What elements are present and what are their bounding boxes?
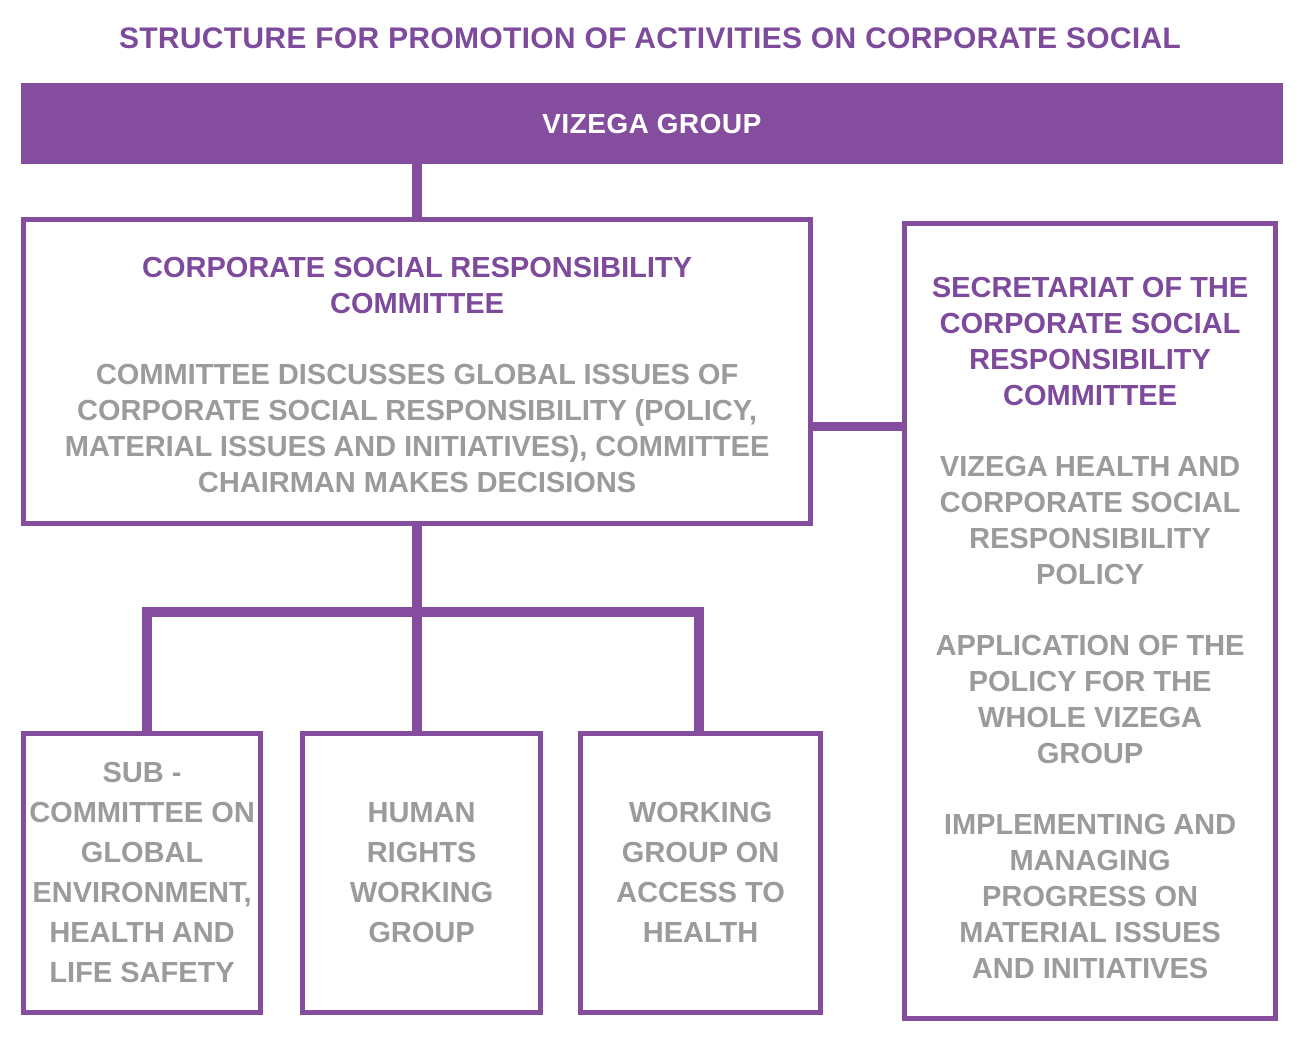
secretariat-item-application: APPLICATION OF THE POLICY FOR THE WHOLE VIZEGA GROUP <box>935 630 1245 770</box>
connector-horizontal-bar <box>142 607 704 617</box>
connector-committee-to-secretariat <box>810 422 906 431</box>
human-rights-node <box>300 731 543 1015</box>
secretariat-item-implementing: IMPLEMENTING AND MANAGING PROGRESS ON MATERIAL ISSUES AND INITIATIVES <box>943 809 1237 985</box>
vizega-group-label: VIZEGA GROUP <box>542 107 762 139</box>
connector-committee-down <box>412 524 422 612</box>
secretariat-node <box>902 221 1278 1021</box>
connector-to-human-rights <box>412 607 422 735</box>
connector-to-sub-committee <box>142 607 152 735</box>
csr-committee-node <box>21 217 813 526</box>
vizega-group-node <box>21 83 1283 164</box>
human-rights-label: HUMAN RIGHTS WORKING GROUP <box>349 797 494 949</box>
connector-to-access-health <box>694 607 704 735</box>
diagram-title: STRUCTURE FOR PROMOTION OF ACTIVITIES ON CORPORATE SOCIAL <box>118 22 1182 55</box>
secretariat-item-policy: VIZEGA HEALTH AND CORPORATE SOCIAL RESPONSIBILITY POLICY <box>939 451 1241 591</box>
sub-committee-label: SUB - COMMITTEE ON GLOBAL ENVIRONMENT, HEALTH AND LIFE SAFETY <box>29 757 255 989</box>
access-to-health-label: WORKING GROUP ON ACCESS TO HEALTH <box>616 797 785 949</box>
secretariat-heading: SECRETARIAT OF THE CORPORATE SOCIAL RESPONSIBILITY COMMITTEE <box>931 272 1249 412</box>
sub-committee-node <box>21 731 263 1015</box>
access-to-health-node <box>578 731 823 1015</box>
csr-committee-description: COMMITTEE DISCUSSES GLOBAL ISSUES OF CORPORATE SOCIAL RESPONSIBILITY (POLICY, MATERIAL ISSUES AND INITIATIVES), COMMITTEE CHAIRMAN MAKES DECISIONS <box>64 359 770 499</box>
connector-group-to-committee <box>412 164 422 220</box>
csr-committee-heading: CORPORATE SOCIAL RESPONSIBILITY COMMITTEE <box>142 252 692 320</box>
